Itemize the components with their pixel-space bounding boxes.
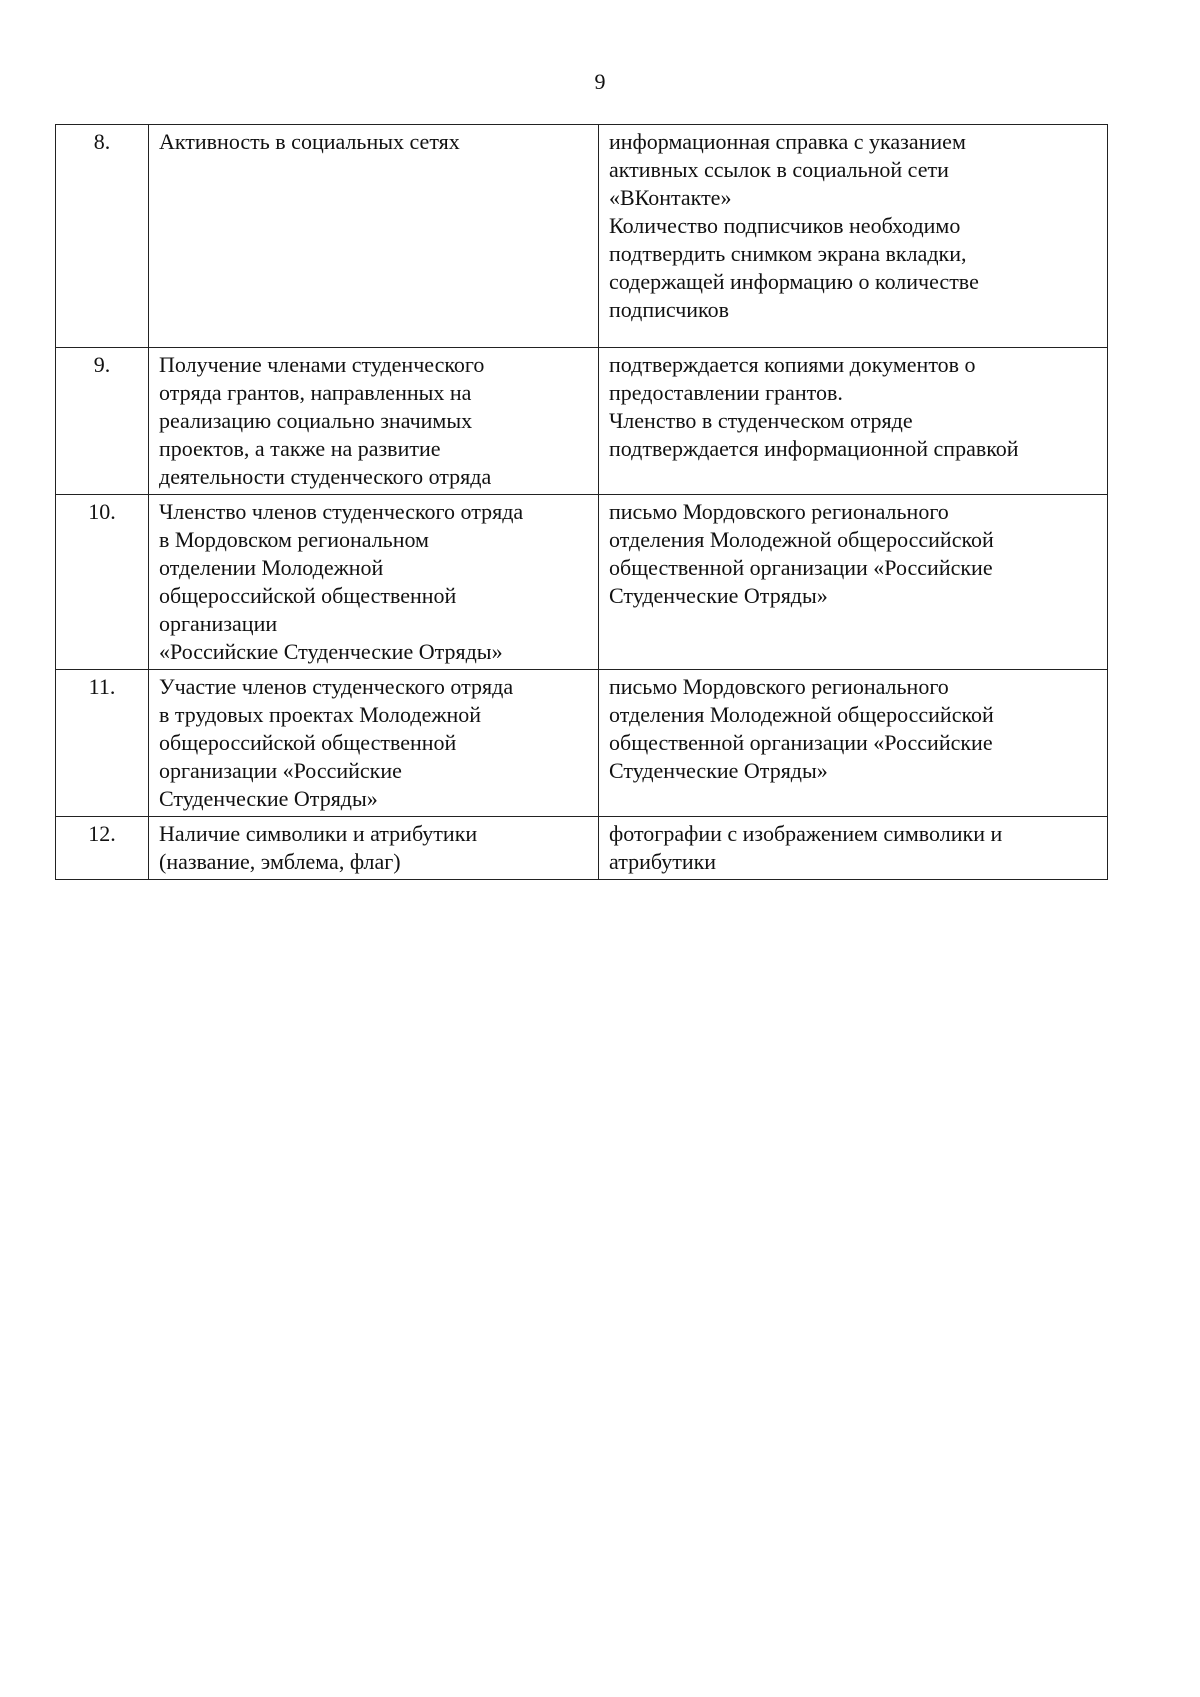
row-number-cell <box>56 125 149 348</box>
document-line: «ВКонтакте» <box>609 185 732 210</box>
document-line: подтверждается копиями документов о <box>609 352 976 377</box>
document-line: отделения Молодежной общероссийской <box>609 702 994 727</box>
criterion-line: Студенческие Отряды» <box>159 786 378 811</box>
document-cell <box>599 348 1108 495</box>
document-cell <box>599 495 1108 670</box>
table-row <box>56 125 1108 348</box>
document-line: общественной организации «Российские <box>609 730 993 755</box>
criterion-line: (название, эмблема, флаг) <box>159 849 401 874</box>
document-line: отделения Молодежной общероссийской <box>609 527 994 552</box>
document-line: фотографии с изображением символики и <box>609 821 1003 846</box>
document-cell <box>599 125 1108 348</box>
document-line: атрибутики <box>609 849 717 874</box>
row-number-cell <box>56 670 149 817</box>
document-line: Количество подписчиков необходимо <box>609 213 961 238</box>
row-number: 12. <box>88 821 116 846</box>
criterion-line: в трудовых проектах Молодежной <box>159 702 482 727</box>
criterion-cell <box>149 125 599 348</box>
document-cell <box>599 817 1108 880</box>
row-number: 9. <box>93 352 111 377</box>
criterion-line: в Мордовском региональном <box>159 527 429 552</box>
criterion-line: «Российские Студенческие Отряды» <box>159 639 503 664</box>
criterion-line: Наличие символики и атрибутики <box>159 821 478 846</box>
criterion-line: Членство членов студенческого отряда <box>159 499 524 524</box>
document-line: Членство в студенческом отряде <box>609 408 913 433</box>
criterion-line: Получение членами студенческого <box>159 352 485 377</box>
criterion-line: реализацию социально значимых <box>159 408 473 433</box>
document-line: Студенческие Отряды» <box>609 583 828 608</box>
document-line: содержащей информацию о количестве <box>609 269 979 294</box>
document-line: письмо Мордовского регионального <box>609 674 949 699</box>
document-line: предоставлении грантов. <box>609 380 843 405</box>
criteria-table <box>55 124 1108 880</box>
document-line: подтверждается информационной справкой <box>609 436 1019 461</box>
document-line: письмо Мордовского регионального <box>609 499 949 524</box>
row-number-cell <box>56 348 149 495</box>
criterion-line: отряда грантов, направленных на <box>159 380 472 405</box>
criterion-line: Активность в социальных сетях <box>159 129 460 154</box>
criterion-cell <box>149 348 599 495</box>
criterion-line: Участие членов студенческого отряда <box>159 674 514 699</box>
document-line: Студенческие Отряды» <box>609 758 828 783</box>
row-number-cell <box>56 817 149 880</box>
row-number: 8. <box>93 129 111 154</box>
row-number: 11. <box>88 674 116 699</box>
table-row <box>56 495 1108 670</box>
page-number: 9 <box>594 69 606 94</box>
criterion-line: общероссийской общественной <box>159 583 457 608</box>
table-row <box>56 670 1108 817</box>
criterion-line: деятельности студенческого отряда <box>159 464 492 489</box>
row-number-cell <box>56 495 149 670</box>
criterion-cell <box>149 817 599 880</box>
document-line: информационная справка с указанием <box>609 129 966 154</box>
criterion-line: организации «Российские <box>159 758 402 783</box>
criterion-line: общероссийской общественной <box>159 730 457 755</box>
document-line: подтвердить снимком экрана вкладки, <box>609 241 967 266</box>
document-line: активных ссылок в социальной сети <box>609 157 949 182</box>
document-cell <box>599 670 1108 817</box>
criterion-cell <box>149 495 599 670</box>
document-line: подписчиков <box>609 297 730 322</box>
criterion-cell <box>149 670 599 817</box>
document-line: общественной организации «Российские <box>609 555 993 580</box>
table-row <box>56 817 1108 880</box>
criterion-line: организации <box>159 611 278 636</box>
row-number: 10. <box>88 499 116 524</box>
criterion-line: отделении Молодежной <box>159 555 384 580</box>
criterion-line: проектов, а также на развитие <box>159 436 441 461</box>
table-row <box>56 348 1108 495</box>
